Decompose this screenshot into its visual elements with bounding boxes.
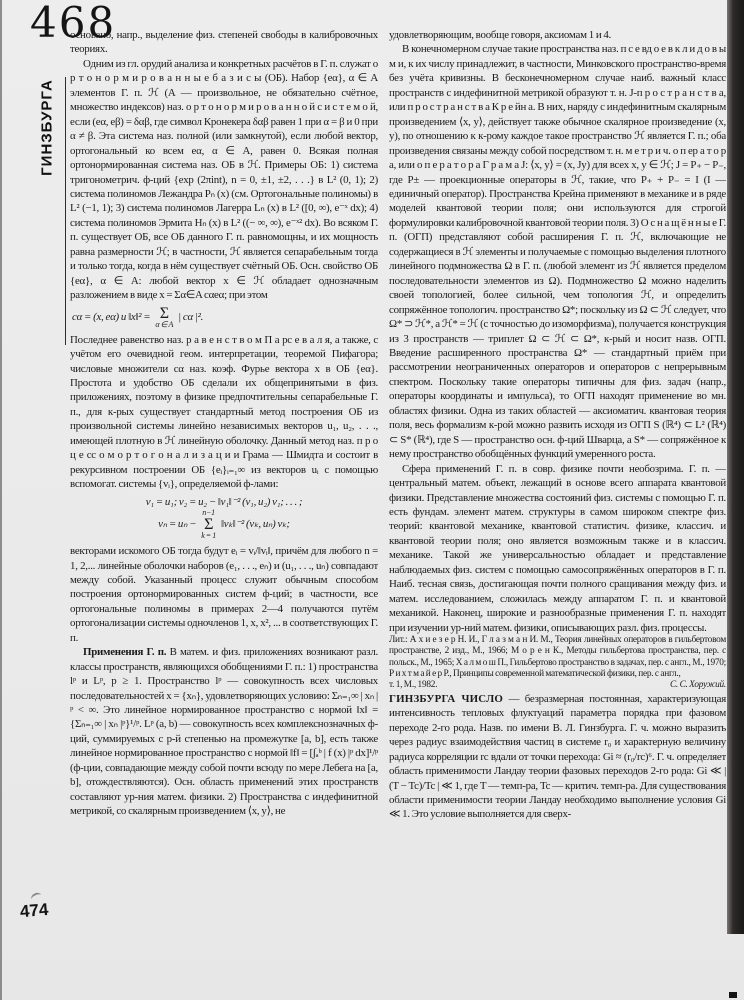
article-ginzburg-number: [389, 692, 726, 822]
scan-left-edge: [0, 0, 2, 1000]
sum-lower-limit: α ∈ A: [155, 319, 174, 329]
paragraph-continuation: основано, напр., выделение физ. степеней свободы в калибровочных теориях.: [70, 29, 378, 56]
paragraph-sphere-of-applications: Сфера применений Г. п. в совр. физике почти необозрима. Г. п. — центральный матем. объект, лежащий в основе всего аппарата квантовой физики. Представление множества состояний физ. системы с помощью Г. п. есть фундам. элемент матем. структуры в самом широком спектре физ. теорий: квантовой механике, квантовой статистич. физике, классич. и квантовой теории поля; оно является возможным также и в классич. механике. Такой же универсальностью обладает и представление наблюдаемых физ. систем с помощью самосопряжённых операторов в Г. п. Наиб. тесная связь, достигающая почти полного сращивания между физ. и матем. исследованием, сложилась между аппаратом Г. п. и квантовой механикой. Наконец, широкие и разнообразные применения Г. п. находят при изучении ур-ний матем. физики, описывающих разл. физ. процессы.: [389, 462, 726, 634]
gram-schmidt-line1: v₁ = u₁; v₂ = u₂ − ‖v₁‖⁻² (v₁, u₂) v₁; . . . ;: [145, 495, 303, 508]
paragraph-orthonormal-bases: Одним из гл. орудий анализа и конкретных расчётов в Г. п. служат о р т о н о р м и р о в а н н ы е б а з и с ы (ОБ). Набор {eα}, α ∈ A элементов Г. п. ℋ (A — произвольное, не обязательно счётное, множество индексов) наз. о р т о н о р м и р о в а н н о й с и с т е м о й, если (eα, eβ) = δαβ, где символ Кронекера δαβ равен 1 при α = β и 0 при α ≠ β. Эта система наз. полной (или замкнутой), если любой вектор, ортогональный ко всем eα, α ∈ A, равен 0. Всякая полная ортонормированная система наз. ОБ в ℋ. Примеры ОБ: 1) система тригонометрич. ф-ций {exp (2πint), n = 0, ±1, ±2, . . .} в L² (0, 1); 2) система полиномов Лежандра Pₙ (x) (см. Ортогональные полиномы) в L² (−1, 1); 3) система полиномов Лагерра Lₙ (x) в L² ([0, ∞), e⁻ˣ dx); 4) система полиномов Эрмита Hₙ (x) в L² ((− ∞, ∞), e⁻ˣ² dx). Во всяком Г. п. существует ОБ, все ОБ данного Г. п. равномощны, и их мощность равна размерности ℋ; в частности, ℋ является сепарабельным тогда и только тогда, когда в нём существует счётный ОБ. Осн. свойство ОБ {eα}, α ∈ A: любой вектор x ∈ ℋ обладает однозначным разложением в виде x = Σα∈A cαeα; при этом: [70, 57, 378, 302]
literature-tail: т. 1, М., 1982.: [389, 680, 438, 691]
sigma-symbol: Σ: [159, 304, 169, 322]
literature-last-line: [389, 680, 726, 692]
formula-parseval-post: | cα |².: [178, 310, 204, 323]
formula-gram-schmidt: [70, 495, 378, 540]
formula-parseval: [70, 306, 378, 329]
running-head-vertical: ГИНЗБУРГА: [38, 79, 56, 176]
gram-schmidt-line2-post: ‖vₖ‖⁻² (vₖ, uₙ) vₖ;: [220, 518, 290, 531]
sigma-symbol: Σ: [204, 516, 214, 534]
paragraph-pseudo-euclidean: В конечномерном случае такие пространства наз. п с е вд о е в к л и д о в ы м и, к их числу принадлежит, в частности, Минковского пространство-время без учёта кривизны. В бесконечномерном случае наиб. важный класс пространств с индефинитной метрикой образуют т. н. J-п р о с т р а н с т в а, или п р о с т р а н с т в а К р е йн а. В них, наряду с индефинитным скалярным произведением ⟨x, y⟩, действует также обычное скалярное произведение (x, y), по отношению к к-рому каждое такое пространство ℋ является Г. п.; оба произведения связаны между собой посредством т. н. м е т р и ч. о п ер а т о р а, или о п е р а т о р а Г р а м а J: ⟨x, y⟩ = (x, Jy) для всех x, y ∈ ℋ; J = P₊ − P₋, где P± — проекционные операторы в ℋ, такие, что P₊ + P₋ = I (I — единичный оператор). Пространства Крейна применяют в механике и в ряде моделей квантовой теории поля; они используются для строгой формулировки калибровочной квантовой теории поля. 3) О с н а щ ё н н ы е Г. п. (ОГП) представляют собой расширения Г. п. ℋ, включающие не содержащиеся в ℋ элементы и получаемые с помощью выделения плотного линейного подмножества Ω в Г. п. (любой элемент из ℋ является пределом последовательности элементов из Ω). Подмножество Ω можно наделить своей топологией, более сильной, чем топология ℋ, и определить сопряжённое топологич. пространство Ω*; поскольку из Ω ⊂ ℋ следует, что Ω* ⊃ ℋ*, а ℋ* = ℋ (с точностью до изоморфизма), получается конструкция из 3 пространств — триплет Ω ⊂ ℋ ⊂ Ω*, к-рый и носит назв. ОГП. Введение расширенного пространства Ω* — стандартный приём при рассмотрении неограниченных операторов и операторов с непрерывным спектром. Поскольку такие операторы типичны для физ. задач (напр., операторы координаты и импульса), то ОГП находят применение во мн. областях физики. Одна из таких областей — аксиоматич. квантовая теория поля, весь формализм к-рой можно развить исходя из ОГП S (ℝ⁴) ⊂ L² (ℝ⁴) ⊂ S* (ℝ⁴), где S — пространство осн. ф-ций Шварца, а S* — сопряжённое к нему пространство обобщённых функций умеренного роста.: [389, 43, 726, 461]
article-body-text: — безразмерная постоянная, характеризующая интенсивность тепловых флуктуаций параметра порядка при фазовом переходе 2-го рода. Назв. по имени В. Л. Гинзбурга. Г. ч. можно выразить через радиус взаимодействия частиц в системе r₀ и характерную величину радиуса корреляции rc вдали от точки перехода: Gi ≈ (r₀/rc)⁶. Г. ч. определяет область применимости Ландау теории фазовых переходов 2-го рода: Gi ≪ | (T − Tc)/Tc | ≪ 1, где T — темп-ра, Tc — критич. темп-ра. Для существования области применимости теории Ландау необходимо выполнение условия Gi ≪ 1. Это условие выполняется для сверх-: [389, 692, 726, 821]
sum-lower-limit: k = 1: [201, 531, 216, 541]
page-number: 468: [30, 0, 117, 47]
left-column: [70, 28, 378, 934]
applications-lead: Применения Г. п.: [83, 646, 167, 659]
paragraph-continuation: удовлетворяющим, вообще говоря, аксиомам 1 и 4.: [389, 29, 612, 41]
scan-corner-mark: [729, 992, 737, 998]
sum-operator: [201, 509, 216, 540]
gram-schmidt-line2-pre: vₙ = uₙ −: [158, 518, 197, 531]
scan-right-edge: [727, 0, 744, 934]
paragraph-basis-vectors: векторами искомого ОБ тогда будут eᵢ = vᵢ/‖vᵢ‖, причём для любого n = 1, 2,... линейные оболочки наборов (e₁, . . ., eₙ) и (u₁, . . ., uₙ) совпадают между собой. Указанный процесс служит обычным способом построения ортонормированных систем ф-ций; в частности, все ортогональные полиномы в примерах 2—4 получаются путём ортогонализации системы одночленов 1, x, x², ... в соответствующих Г. п.: [70, 545, 378, 644]
literature-references: Лит.: А х и е з е р Н. И., Г л а з м а н И. М., Теория линейных операторов в гильбертовом пространстве, 2 изд., М., 1966; М о р е н К., Методы гильбертова пространства, пер. с польск., М., 1965; Х а л м о ш П., Гильбертово пространство в задачах, пер. с англ., М., 1970; Р и х т м а й е р Р., Принципы современной математической физики, пер. с англ.,: [389, 635, 726, 679]
author-signature: С. С. Хоружий.: [669, 680, 726, 691]
paragraph-parseval: Последнее равенство наз. р а в е н с т в о м П а рс е в а л я, а также, с учётом его очевидной геом. интерпретации, теоремой Пифагора; числовые множители cα наз. коэф. Фурье вектора x в ОБ {eα}. Простота и удобство ОБ сделали их общепринятыми в физ. приложениях, поэтому в физике предпочтительны сепарабельные Г. п., для к-рых существует стандартный метод построения ОБ из произвольной системы линейно независимых векторов u₁, u₂, . . ., имеющей плотную в ℋ линейную оболочку. Данный метод наз. п р о ц е сс о м о р т о г о н а л и з а ц и и Грама — Шмидта и состоит в рекурсивном построении ОБ {eᵢ}ᵢ₌₁∞ из векторов uᵢ с помощью вспомогат. системы {vᵢ}, определяемой ф-лами:: [70, 333, 378, 491]
article-marker-rule: [65, 77, 66, 345]
article-headword: ГИНЗБУРГА ЧИСЛО: [389, 692, 504, 705]
sum-operator: [155, 306, 173, 329]
applications-text: В матем. и физ. приложениях возникают разл. классы пространств, являющихся обобщениями Г. п.: 1) пространства lᵖ и Lᵖ, p ≥ 1. Пространство lᵖ — совокупность всех числовых последовательностей x = {xₙ}, удовлетворяющих условию: Σₙ₌₁∞ | xₙ |ᵖ < ∞. Это линейное нормированное пространство с нормой ‖x‖ = {Σₙ₌₁∞ | xₙ |ᵖ}¹/ᵖ. Lᵖ (a, b) — совокупность всех комплекснозначных ф-ций, суммируемых с p-й степенью на промежутке [a, b], есть также линейное нормированное пространство с нормой ‖f‖ = [∫ₐᵇ | f (x) |ᵖ dx]¹/ᵖ (ф-ции, совпадающие между собой почти всюду по мере Лебега на [a, b], отождествляются). Осн. область применений этих пространств составляют ур-ния матем. физики. 2) Пространства с индефинитной метрикой, со скалярным произведением ⟨x, y⟩, не: [70, 646, 378, 818]
right-column: [389, 28, 726, 942]
signature-number: 474: [19, 899, 50, 922]
paragraph-applications: [70, 645, 378, 818]
formula-parseval-pre: cα = (x, eα) и ‖x‖² =: [72, 310, 151, 323]
sum-upper-limit: n−1: [202, 508, 215, 518]
